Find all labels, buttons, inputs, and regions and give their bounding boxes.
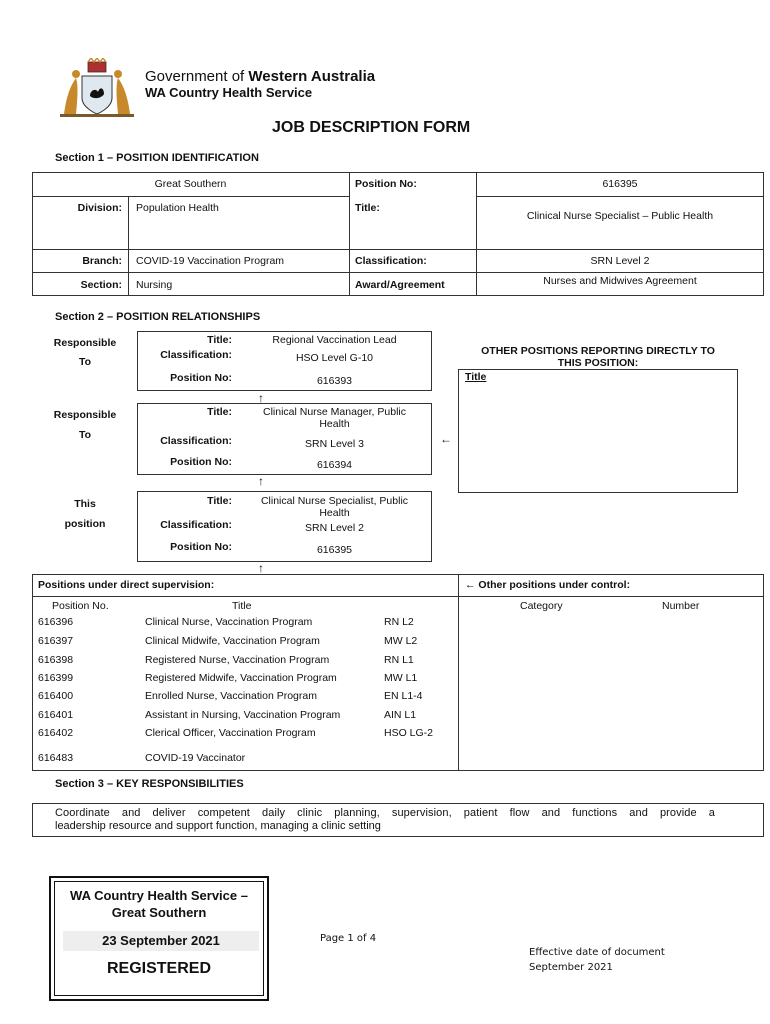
row-position-no: 616396 bbox=[38, 616, 74, 628]
box3-classification-value: SRN Level 2 bbox=[305, 522, 364, 534]
row-level: RN L2 bbox=[384, 616, 414, 628]
col-number: Number bbox=[662, 600, 700, 612]
region-value: Great Southern bbox=[154, 178, 227, 190]
box3-title-label: Title: bbox=[207, 495, 232, 507]
up-arrow-icon: ↑ bbox=[258, 561, 264, 575]
box2-classification-label: Classification: bbox=[160, 435, 232, 447]
government-title bbox=[145, 68, 375, 85]
section3-heading: Section 3 – KEY RESPONSIBILITIES bbox=[55, 778, 244, 790]
row-position-no: 616401 bbox=[38, 709, 74, 721]
row-position-no: 616400 bbox=[38, 690, 74, 702]
box1-classification-value: HSO Level G-10 bbox=[295, 352, 374, 364]
division-value: Population Health bbox=[136, 202, 219, 214]
responsible-label-1: Responsible bbox=[53, 337, 117, 349]
box3-title-line2: Health bbox=[319, 507, 350, 519]
other-positions-title-col: Title bbox=[465, 371, 487, 383]
col-title: Title bbox=[232, 600, 252, 612]
box3-title-line1: Clinical Nurse Specialist, Public bbox=[260, 495, 409, 507]
box1-title-label: Title: bbox=[207, 334, 232, 346]
up-arrow-icon: ↑ bbox=[258, 474, 264, 488]
form-title: JOB DESCRIPTION FORM bbox=[272, 119, 471, 136]
position-no-label: Position No: bbox=[355, 178, 417, 190]
other-control-heading: ← Other positions under control: bbox=[465, 579, 631, 591]
box2-position-no-value: 616394 bbox=[316, 459, 353, 471]
gov-prefix: Government of bbox=[145, 68, 249, 85]
row-level: HSO LG-2 bbox=[384, 727, 434, 739]
registration-stamp bbox=[49, 876, 269, 1001]
left-arrow-icon: ← bbox=[440, 432, 452, 446]
effective-date-value: September 2021 bbox=[529, 962, 613, 973]
box3-classification-label: Classification: bbox=[160, 519, 232, 531]
row-title: Clinical Nurse, Vaccination Program bbox=[145, 616, 313, 628]
page-number: Page 1 of 4 bbox=[320, 933, 377, 944]
row-title: COVID-19 Vaccinator bbox=[145, 752, 246, 764]
row-level: MW L2 bbox=[384, 635, 418, 647]
row-title: Registered Midwife, Vaccination Program bbox=[145, 672, 337, 684]
box2-title-line2: Health bbox=[319, 418, 350, 430]
col-position-no: Position No. bbox=[52, 600, 109, 612]
other-positions-box bbox=[458, 369, 738, 493]
stamp-line1: WA Country Health Service – bbox=[70, 888, 248, 903]
row-position-no: 616398 bbox=[38, 654, 74, 666]
row-level: AIN L1 bbox=[384, 709, 417, 721]
row-level: EN L1-4 bbox=[384, 690, 423, 702]
box3-position-no-value: 616395 bbox=[316, 544, 353, 556]
stamp-status: REGISTERED bbox=[106, 960, 211, 977]
box3-position-no-label: Position No: bbox=[170, 541, 232, 553]
row-position-no: 616399 bbox=[38, 672, 74, 684]
classification-value: SRN Level 2 bbox=[590, 255, 650, 267]
section-value: Nursing bbox=[136, 279, 173, 291]
supervision-heading: Positions under direct supervision: bbox=[38, 579, 215, 591]
section2-heading: Section 2 – POSITION RELATIONSHIPS bbox=[55, 311, 261, 323]
stamp-line2: Great Southern bbox=[111, 905, 207, 920]
responsible-label-2: Responsible bbox=[53, 409, 117, 421]
row-title: Enrolled Nurse, Vaccination Program bbox=[145, 690, 317, 702]
award-label: Award/Agreement bbox=[355, 279, 445, 291]
gov-bold: Western Australia bbox=[248, 68, 376, 85]
to-label-1: To bbox=[78, 356, 92, 368]
key-responsibilities-line2: leadership resource and support function, managing a clinic setting bbox=[55, 820, 381, 832]
branch-value: COVID-19 Vaccination Program bbox=[136, 255, 285, 267]
box1-position-no-label: Position No: bbox=[170, 372, 232, 384]
box1-title-value: Regional Vaccination Lead bbox=[272, 334, 397, 346]
box1-classification-label: Classification: bbox=[160, 349, 232, 361]
row-position-no: 616483 bbox=[38, 752, 74, 764]
section1-heading: Section 1 – POSITION IDENTIFICATION bbox=[55, 152, 259, 164]
other-positions-heading-line2: THIS POSITION: bbox=[557, 357, 639, 369]
row-title: Registered Nurse, Vaccination Program bbox=[145, 654, 330, 666]
box2-title-label: Title: bbox=[207, 406, 232, 418]
row-title: Clerical Officer, Vaccination Program bbox=[145, 727, 316, 739]
award-value: Nurses and Midwives Agreement bbox=[543, 275, 697, 287]
box2-classification-value: SRN Level 3 bbox=[305, 438, 364, 450]
row-title: Assistant in Nursing, Vaccination Program bbox=[145, 709, 341, 721]
box2-title-line1: Clinical Nurse Manager, Public bbox=[263, 406, 406, 418]
row-title: Clinical Midwife, Vaccination Program bbox=[145, 635, 320, 647]
section-label: Section: bbox=[80, 279, 122, 291]
classification-label: Classification: bbox=[355, 255, 427, 267]
box1-position-no-value: 616393 bbox=[316, 375, 353, 387]
position-label: position bbox=[64, 518, 106, 530]
effective-date-label: Effective date of document bbox=[529, 947, 665, 958]
stamp-date: 23 September 2021 bbox=[63, 931, 259, 951]
box2-position-no-label: Position No: bbox=[170, 456, 232, 468]
division-label: Division: bbox=[77, 202, 122, 214]
row-level: MW L1 bbox=[384, 672, 418, 684]
branch-label: Branch: bbox=[82, 255, 122, 267]
other-positions-heading-line1: OTHER POSITIONS REPORTING DIRECTLY TO bbox=[481, 345, 715, 357]
title-label: Title: bbox=[355, 202, 380, 214]
position-no-value: 616395 bbox=[602, 178, 638, 190]
service-name: WA Country Health Service bbox=[145, 85, 313, 100]
key-responsibilities-line1: Coordinate and deliver competent daily clinic planning, supervision, patient flow and functions and provide a bbox=[55, 807, 715, 819]
row-position-no: 616397 bbox=[38, 635, 74, 647]
wa-crest-logo bbox=[56, 58, 138, 118]
title-value: Clinical Nurse Specialist – Public Health bbox=[526, 210, 714, 222]
row-position-no: 616402 bbox=[38, 727, 74, 739]
to-label-2: To bbox=[78, 429, 92, 441]
up-arrow-icon: ↑ bbox=[258, 391, 264, 405]
col-category: Category bbox=[520, 600, 563, 612]
row-level: RN L1 bbox=[384, 654, 414, 666]
this-label: This bbox=[74, 498, 96, 510]
